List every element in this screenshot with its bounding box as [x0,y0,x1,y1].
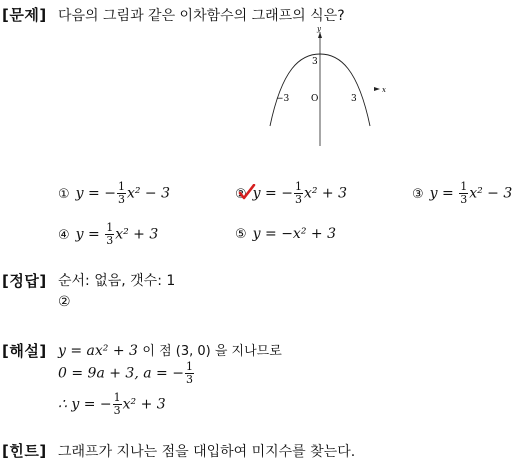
choice-5-expression: y = −x² + 3 [252,226,336,242]
answer-tag: [정답] [2,272,47,290]
choice-3[interactable] [412,181,512,206]
choice-4-post: x² + 3 [115,226,159,243]
x-axis-arrow [374,87,380,91]
choice-5-number: ⑤ [235,227,247,242]
choice-4[interactable] [58,222,158,247]
choice-1-post: x² − 3 [126,185,170,202]
explanation-solve-a: 0 = 9a + 3, a = − [58,365,184,382]
right-root-label: 3 [351,94,357,104]
choice-4-fraction: $\frac{1}{3}$ [106,221,114,247]
hint-text: 그래프가 지나는 점을 대입하여 미지수를 찾는다. [58,444,356,460]
explanation-equation: y = ax² + 3 [58,343,138,359]
explanation-line-2 [58,361,195,386]
hint-tag: [힌트] [2,442,47,460]
explanation-passes-point-text: 이 점 (3, 0) 을 지나므로 [142,344,282,359]
check-mark-icon [238,184,256,200]
question-text: 다음의 그림과 같은 이차함수의 그래프의 식은? [58,8,345,24]
explanation-result-post: x² + 3 [122,396,166,413]
choice-3-pre: y = [429,185,459,202]
choice-3-fraction: $\frac{1}{3}$ [460,180,468,206]
explanation-line-1 [58,340,282,359]
explanation-tag: [해설] [2,342,47,360]
y-axis-label: y [317,25,321,33]
answer-value: ② [58,294,71,310]
choice-4-number: ④ [58,227,70,243]
left-root-label: −3 [276,94,290,104]
answer-order-count: 순서: 없음, 갯수: 1 [58,273,176,289]
explanation-a-fraction: $\frac{1}{3}$ [185,360,193,386]
parabola-graph [262,24,392,149]
choice-1-fraction: $\frac{1}{3}$ [117,180,125,206]
choice-5[interactable] [235,226,336,242]
vertex-label: 3 [312,57,318,67]
choice-1[interactable] [58,181,170,206]
choice-3-number: ③ [412,186,424,202]
explanation-result-pre: ∴ y = − [58,396,112,413]
choice-2-pre: y = − [252,185,293,202]
problem-tag: [문제] [2,6,47,24]
choice-2-number: ② [235,187,247,202]
choice-2[interactable] [235,181,347,206]
x-axis-label: x [382,86,386,94]
explanation-result-fraction: $\frac{1}{3}$ [113,391,121,417]
choice-1-number: ① [58,186,70,202]
choice-2-fraction: $\frac{1}{3}$ [294,180,302,206]
choice-4-pre: y = [75,226,105,243]
explanation-line-3 [58,392,166,417]
choice-3-post: x² − 3 [469,185,513,202]
choice-1-pre: y = − [75,185,116,202]
choice-2-post: x² + 3 [303,185,347,202]
origin-label: O [311,94,319,104]
